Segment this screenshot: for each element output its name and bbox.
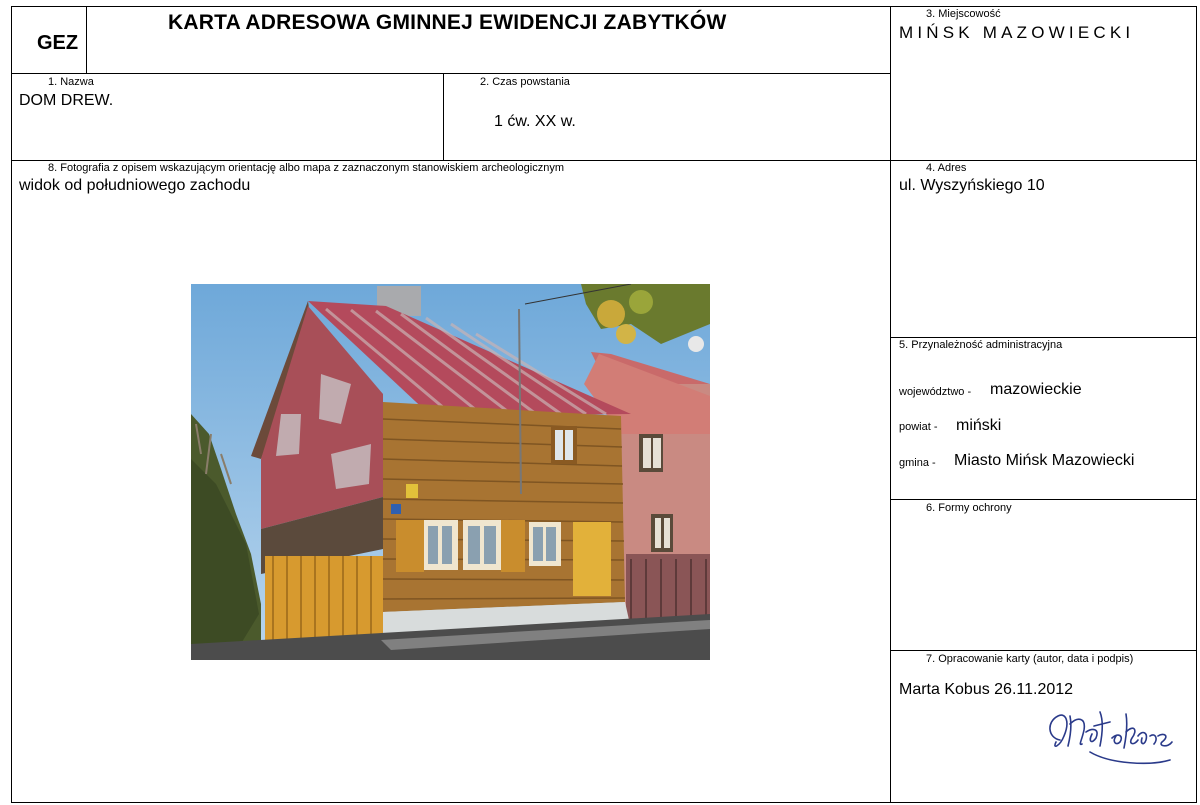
voivodeship-key: województwo - — [899, 386, 972, 398]
frame-line — [890, 6, 891, 803]
voivodeship-value: mazowieckie — [990, 381, 1082, 398]
protection-label: 6. Formy ochrony — [926, 502, 1012, 514]
frame-line — [891, 337, 1197, 338]
form-code: GEZ — [37, 32, 79, 54]
photo-label: 8. Fotografia z opisem wskazującym orientację albo mapa z zaznaczonym stanowiskiem archeologicznym — [48, 162, 565, 174]
address-label: 4. Adres — [926, 162, 967, 174]
name-label: 1. Nazwa — [48, 76, 94, 88]
commune-value: Miasto Mińsk Mazowiecki — [954, 452, 1135, 469]
handwritten-signature — [1030, 702, 1180, 772]
locality-label: 3. Miejscowość — [926, 8, 1001, 20]
frame-line — [11, 802, 1197, 803]
frame-line — [86, 6, 87, 73]
author-label: 7. Opracowanie karty (autor, data i podpis) — [926, 653, 1134, 665]
author-value: Marta Kobus 26.11.2012 — [899, 681, 1074, 698]
frame-line — [11, 6, 12, 803]
frame-line — [443, 73, 444, 160]
commune-key: gmina - — [899, 457, 936, 469]
page-title: KARTA ADRESOWA GMINNEJ EWIDENCJI ZABYTKÓW — [168, 11, 727, 34]
name-value: DOM DREW. — [19, 92, 114, 109]
date-label: 2. Czas powstania — [480, 76, 570, 88]
frame-line — [11, 6, 1197, 7]
admin-label: 5. Przynależność administracyjna — [899, 339, 1063, 351]
frame-line — [11, 160, 1197, 161]
date-value: 1 ćw. XX w. — [494, 113, 576, 130]
frame-line — [11, 73, 891, 74]
county-value: miński — [956, 417, 1002, 434]
address-value: ul. Wyszyńskiego 10 — [899, 177, 1045, 194]
frame-line — [1196, 6, 1197, 803]
locality-value: MIŃSK MAZOWIECKI — [899, 23, 1135, 42]
photo-caption: widok od południowego zachodu — [19, 177, 251, 194]
house-photo — [191, 284, 710, 660]
frame-line — [891, 650, 1197, 651]
county-key: powiat - — [899, 421, 938, 433]
frame-line — [891, 499, 1197, 500]
